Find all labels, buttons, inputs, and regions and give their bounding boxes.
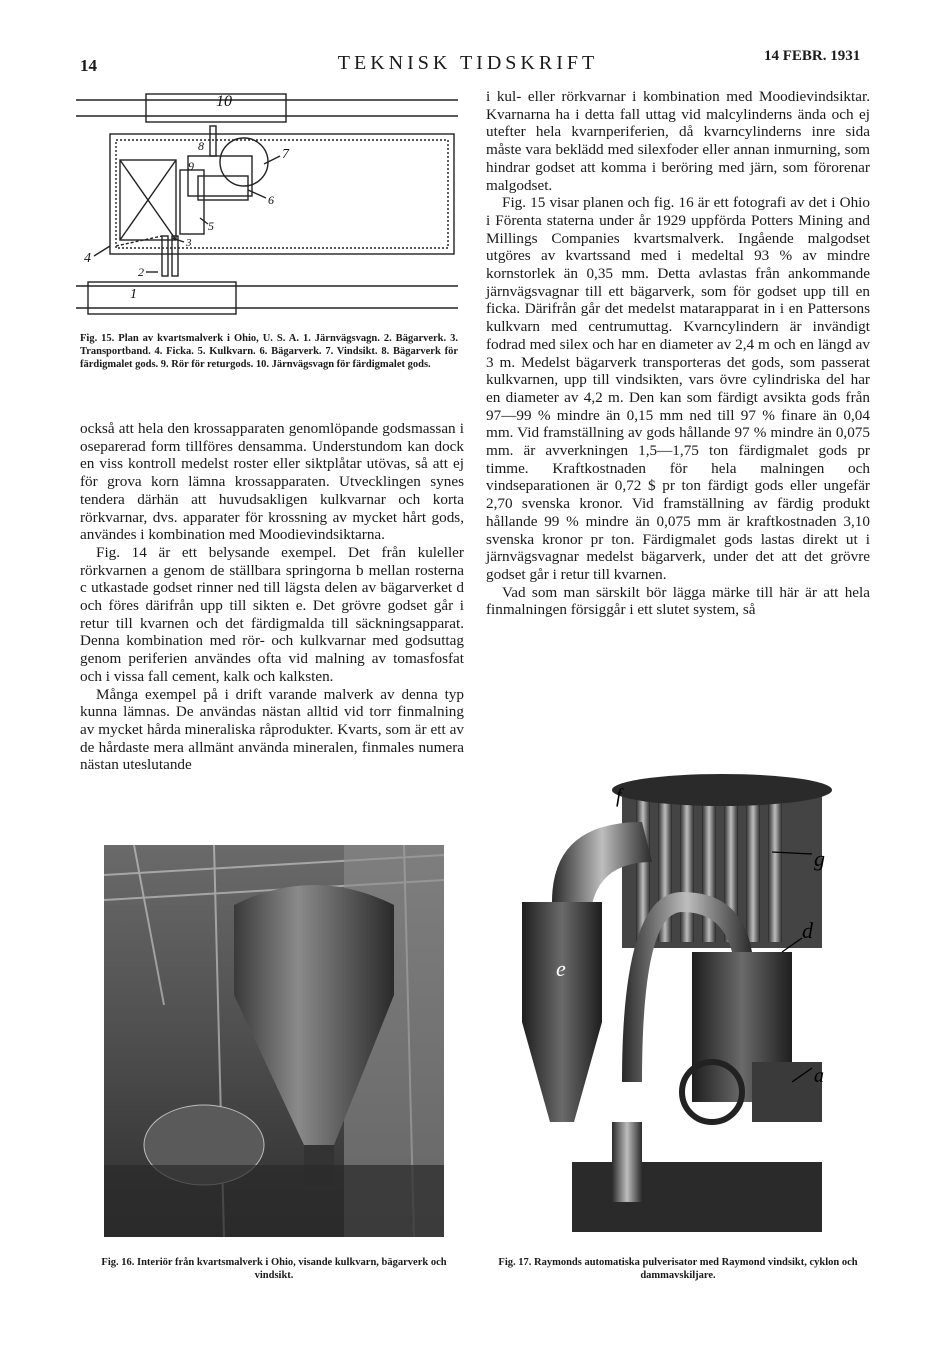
fig17-caption: Fig. 17. Raymonds automatiska pulverisator med Raymond vindsikt, cyklon och dammavskiljare. bbox=[498, 1257, 858, 1281]
fig15-label-9: 9 bbox=[188, 159, 194, 173]
fig15-label-1: 1 bbox=[130, 287, 137, 302]
fig15-label-7: 7 bbox=[282, 147, 289, 162]
right-paragraph: i kul- eller rörkvarnar i kombination med Moodievindsiktar. Kvarnarna ha i detta fall uttag vid malcylinderns ända och ej utefter hela kvarnperiferien, då kvarncylinderns inre sida måste vara beklädd med silexfoder eller annan inmurning, som hindrar godset att komma i beröring med järn, som förorenar malgodset. bbox=[486, 88, 870, 194]
right-paragraph: Fig. 15 visar planen och fig. 16 är ett fotografi av det i Ohio i Förenta staterna under år 1929 uppförda Potters Mining and Millings Companies kvartsmalverk. Ingående malgodset utgöres av kvartssand med i medeltal 93 % av mindre kornstorlek än 0,35 mm. Detta avlastas från ankommande järnvägsvagnar till ett bägarverk, som för godset upp till en ficka. Därifrån går det medelst matarapparat in i en Pattersons kulkvarn med centrumuttag. Kvarncylindern är invändigt fodrad med silex och har en diameter av 2,4 m och en längd av 3 m. Medelst bägarverk transporteras det gods, som passerat kulkvarnen, upp till vindsikten, vars övre cylindriska del har en diameter av 4,2 m. Den kan som färdigt avsikta gods från 97—99 % mindre än 0,15 mm ned till 97 % finare än 0,04 mm. Vid framställning av gods hållande 97 % mindre än 0,075 mm. är avverkningen 1,5—1,75 ton färdigmalet gods pr timme. Kraftkostnaden för hela malningen och vindseparationen är 0,72 $ pr ton färdigt gods eller ungefär 2,70 svenska kronor. Vid framställning av färdig produkt hållande 99 % mindre än 0,075 mm är kraftkostnaden 3,10 svenska kronor pr ton. Färdigmalet gods lastas direkt ut i järnvägsvagnar medelst bägarverk, under det att det grövre godset går i retur till kvarnen. bbox=[486, 194, 870, 583]
fig15-label-5: 5 bbox=[208, 219, 214, 233]
left-paragraph: Många exempel på i drift varande malverk av denna typ kunna lämnas. De användas nästan alltid vid torr finmalning av mycket hårda mineraliska råprodukter. Kvarts, som är ett av de hårdaste mera allmänt använda mineralen, finmales numera nästan uteslutande bbox=[80, 685, 464, 774]
fig15-label-10: 10 bbox=[216, 93, 232, 110]
left-paragraph: Fig. 14 är ett belysande exempel. Det från kuleller rörkvarnen a genom de ställbara springorna b mellan rosterna c utkastade godset rinner ned till lägsta delen av bägarverket d och föres därifrån upp till sikten e. Det grövre godset går i retur till kvarnen och det färdigmalda till säckningsapparat. Denna kombination med rör- och kulkvarnar med godsuttag genom periferien användes ofta vid malning av tomasfosfat och i vissa fall cement, kalk och kalksten. bbox=[80, 543, 464, 685]
fig15-label-6: 6 bbox=[268, 193, 274, 207]
issue-date: 14 FEBR. 1931 bbox=[764, 48, 861, 64]
fig16-photograph bbox=[104, 845, 444, 1237]
left-paragraph: också att hela den krossapparaten genomlöpande godsmassan i oseparerad form tillföres densamma. Understundom kan dock en viss kontroll medelst roster eller siktplåtar utövas, så att ej för grova korn lämna krossapparaten. Utvecklingen synes tendera därhän att huvudsakligen kulkvarnar och korta rörkvarnar, dvs. apparater för krossning av mycket hårt gods, användes i kombination med Moodievindsiktarna. bbox=[80, 420, 464, 544]
fig16-caption: Fig. 16. Interiör från kvartsmalverk i Ohio, visande kulkvarn, bägarverk och vindsikt. bbox=[101, 1257, 447, 1281]
fig17-label-g: g bbox=[814, 846, 825, 871]
fig17-label-f: f bbox=[616, 785, 622, 807]
page-number: 14 bbox=[80, 56, 97, 75]
left-column-text bbox=[80, 420, 464, 774]
journal-title: TEKNISK TIDSKRIFT bbox=[337, 52, 599, 74]
fig15-label-4: 4 bbox=[84, 251, 91, 266]
fig17-label-d: d bbox=[802, 918, 813, 943]
fig15-caption: Fig. 15. Plan av kvartsmalverk i Ohio, U. S. A. 1. Järnvägsvagn. 2. Bägarverk. 3. Transportband. 4. Ficka. 5. Kulkvarn. 6. Bägarverk. 7. Vindsikt. 8. Bägarverk för färdigmalet gods. 9. Rör för returgods. 10. Järnvägsvagn för färdigmalet gods. bbox=[80, 333, 458, 370]
fig15-label-3: 3 bbox=[186, 237, 192, 249]
fig17-photograph bbox=[512, 762, 864, 1240]
fig15-label-8: 8 bbox=[198, 139, 204, 153]
right-paragraph: Vad som man särskilt bör lägga märke till här är att hela finmalningen försiggår i ett slutet system, så bbox=[486, 583, 870, 619]
fig17-label-e: e bbox=[556, 956, 566, 981]
fig17-label-a: a bbox=[814, 1065, 824, 1087]
right-column-text bbox=[486, 88, 870, 619]
fig15-plan-diagram bbox=[76, 86, 458, 324]
fig15-label-2: 2 bbox=[138, 265, 144, 279]
